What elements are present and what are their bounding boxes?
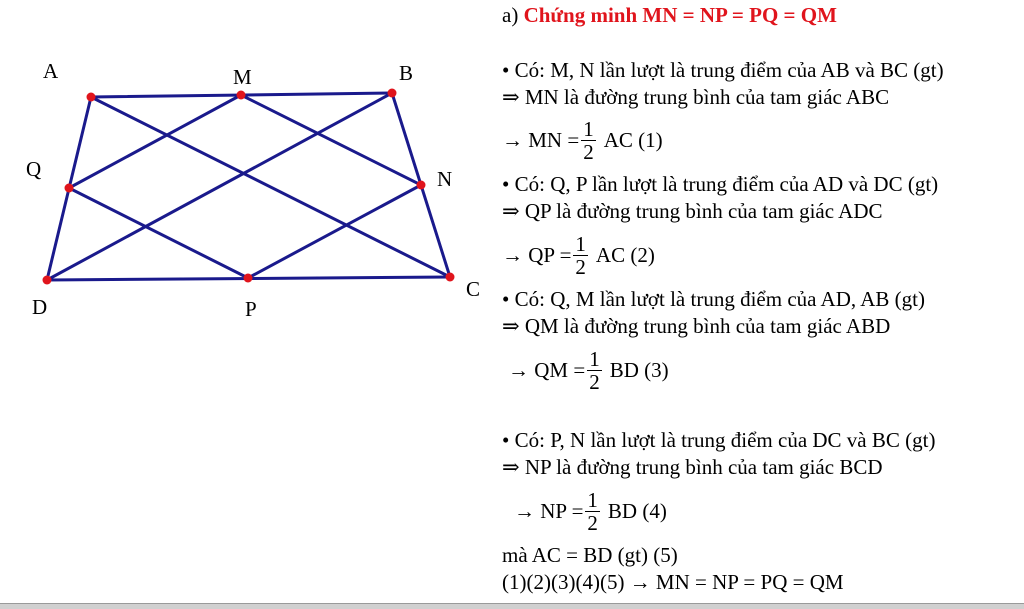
point-m	[237, 91, 246, 100]
point-b	[388, 89, 397, 98]
title-statement: Chứng minh MN = NP = PQ = QM	[523, 3, 837, 27]
step3-denominator: 2	[589, 369, 600, 394]
step4-numerator: 1	[587, 487, 598, 512]
step2-eq-lhs: → QP =	[502, 243, 572, 267]
point-q	[65, 184, 74, 193]
label-c: C	[466, 277, 481, 301]
step2-fraction	[573, 233, 588, 278]
step3-implication: ⇒ QM là đường trung bình của tam giác ABD	[502, 314, 891, 338]
step2-implication: ⇒ QP là đường trung bình của tam giác ADC	[502, 199, 883, 223]
point-d	[43, 276, 52, 285]
step1-numerator: 1	[583, 116, 594, 141]
step1-fraction	[581, 118, 596, 163]
step3-numerator: 1	[589, 346, 600, 371]
label-p: P	[245, 297, 257, 321]
point-n	[417, 181, 426, 190]
trapezoid-figure	[0, 0, 500, 340]
step4-given: • Có: P, N lần lượt là trung điểm của DC và BC (gt)	[502, 428, 936, 452]
conclusion: (1)(2)(3)(4)(5) → MN = NP = PQ = QM	[502, 570, 844, 594]
label-b: B	[399, 61, 414, 85]
diagonal-ac	[91, 97, 453, 277]
point-c	[446, 273, 455, 282]
segment-qm	[69, 95, 241, 188]
step4-eq-lhs: → NP =	[514, 499, 584, 523]
step2-eq-rhs: AC (2)	[595, 243, 655, 267]
step2-equation	[502, 227, 655, 283]
segment-np	[248, 185, 421, 278]
step3-given: • Có: Q, M lần lượt là trung điểm của AD, AB (gt)	[502, 287, 925, 311]
step1-denominator: 2	[583, 139, 594, 164]
label-d: D	[32, 295, 48, 319]
label-a: A	[43, 59, 59, 83]
point-a	[87, 93, 96, 102]
step4-denominator: 2	[587, 510, 598, 535]
step1-eq-lhs: → MN =	[502, 128, 580, 152]
step2-numerator: 1	[575, 231, 586, 256]
step4-eq-rhs: BD (4)	[607, 499, 667, 523]
diagonal-bd	[47, 93, 392, 280]
label-n: N	[437, 167, 453, 191]
step2-denominator: 2	[575, 254, 586, 279]
step3-eq-lhs: → QM =	[508, 358, 586, 382]
given-equality: mà AC = BD (gt) (5)	[502, 543, 678, 567]
step4-implication: ⇒ NP là đường trung bình của tam giác BCD	[502, 455, 883, 479]
step4-fraction	[585, 489, 600, 534]
step1-implication: ⇒ MN là đường trung bình của tam giác ABC	[502, 85, 890, 109]
point-p	[244, 274, 253, 283]
title-prefix: a)	[502, 3, 519, 27]
step1-eq-rhs: AC (1)	[603, 128, 663, 152]
label-q: Q	[26, 157, 42, 181]
step4-equation	[514, 483, 667, 539]
step2-given: • Có: Q, P lần lượt là trung điểm của AD và DC (gt)	[502, 172, 939, 196]
label-m: M	[233, 65, 252, 89]
step3-fraction	[587, 348, 602, 393]
step1-equation	[502, 112, 663, 168]
step1-given: • Có: M, N lần lượt là trung điểm của AB và BC (gt)	[502, 58, 944, 82]
segment-pq	[69, 188, 248, 278]
segment-mn	[241, 95, 421, 185]
part-a-title	[502, 2, 837, 28]
bottom-scrollbar-edge	[0, 603, 1024, 609]
step3-equation	[508, 342, 669, 398]
step3-eq-rhs: BD (3)	[609, 358, 669, 382]
